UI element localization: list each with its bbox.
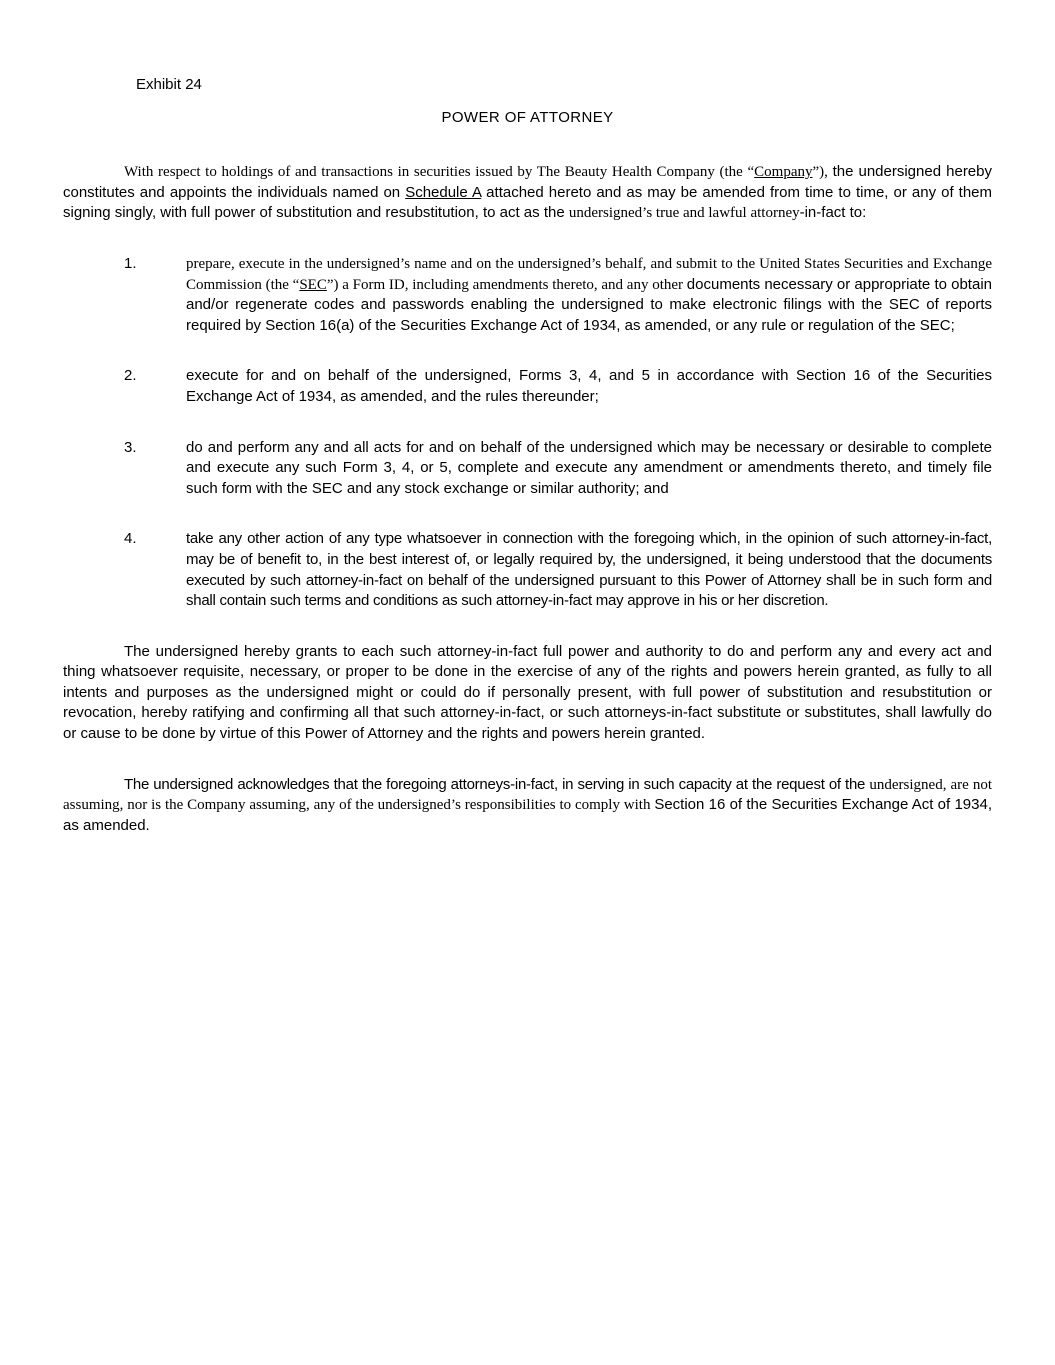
text-segment: The undersigned hereby grants to each such attorney-in-fact full power and authority to do and perform any and every act and thing whatsoever requisite, necessary, or proper to be done in the exercise of any of the rights and powers herein granted, as fully to all intents and purposes as the undersigned might or could do if personally present, with full power of substitution and resubstitution or revocation, hereby ratifying and confirming all that such attorney-in-fact, or such attorneys-in-fact substitute or substitutes, shall lawfully do or cause to be done by virtue of this Power of Attorney and the rights and powers herein granted. <box>63 642 992 743</box>
list-item <box>124 438 992 500</box>
list-item <box>124 529 992 611</box>
document-body <box>63 162 992 836</box>
underlined-term: Schedule A <box>405 183 482 201</box>
list-item-text <box>186 254 992 336</box>
text-segment: prepare, execute in the undersigned’s name and on the undersigned’s behalf, and submit to the United States Securities and Exchange Commission (the “ <box>186 255 992 293</box>
text-segment: documents necessary or appropriate to obtain and/or regenerate codes and passwords enabling the undersigned to make electronic filings with the SEC of reports required by Section 16(a) of the Securities Exchange Act of 1934, as amended, or any rule or regulation of the SEC; <box>186 275 992 334</box>
text-segment: undersigned, are not assuming, nor is the Company assuming, any of the undersigned’s responsibilities to comply with <box>63 776 993 814</box>
list-item-text <box>186 366 992 407</box>
text-segment: execute for and on behalf of the undersigned, Forms 3, 4, and 5 in accordance with Section 16 of the Securities Exchange Act of 1934, as amended, and the rules thereunder; <box>186 367 992 405</box>
text-segment: -in-fact to: <box>799 204 867 222</box>
paragraph <box>63 162 992 224</box>
text-segment: Section 16 of the Securities Exchange Act of 1934, as amended. <box>63 796 992 834</box>
exhibit-label: Exhibit 24 <box>136 76 202 93</box>
text-segment: undersigned’s true and lawful attorney <box>568 205 800 222</box>
paragraph <box>63 642 992 745</box>
text-segment: attached hereto and as may be amended from time to time, or any of them signing singly, with full power of substitution and resubstitution, to act as the <box>63 183 993 222</box>
text-segment: the undersigned hereby constitutes and appoints the individuals named on <box>63 163 992 201</box>
document-title: POWER OF ATTORNEY <box>441 108 614 126</box>
text-segment: ”), <box>812 164 833 181</box>
underlined-term: SEC <box>299 276 327 293</box>
list-item-number: 1. <box>124 254 137 272</box>
list-item-number: 2. <box>124 367 137 385</box>
list-item <box>124 254 992 336</box>
text-segment: do and perform any and all acts for and on behalf of the undersigned which may be necessary or desirable to complete and execute any such Form 3, 4, or 5, complete and execute any amendment or amendments thereto, and timely file such form with the SEC and any stock exchange or similar authority; and <box>186 438 992 497</box>
list-item-text <box>186 529 992 611</box>
list-item <box>124 366 992 407</box>
list-item-text <box>186 438 992 500</box>
text-segment: take any other action of any type whatsoever in connection with the foregoing which, in the opinion of such attorney-in-fact, may be of benefit to, in the best interest of, or legally required by, the undersigned, it being understood that the documents executed by such attorney-in-fact on behalf of the undersigned pursuant to this Power of Attorney shall be in such form and shall contain such terms and conditions as such attorney-in-fact may approve in his or her discretion. <box>186 530 992 610</box>
text-segment: ”) a Form ID, including amendments thereto, and any other <box>326 276 687 293</box>
underlined-term: Company <box>754 164 813 181</box>
text-segment: The undersigned acknowledges that the foregoing attorneys-in-fact, in serving in such capacity at the request of the <box>124 775 870 793</box>
text-segment: With respect to holdings of and transactions in securities issued by The Beauty Health Company (the “ <box>124 164 755 181</box>
list-item-number: 4. <box>124 530 137 548</box>
list-item-number: 3. <box>124 438 137 456</box>
paragraph <box>63 775 992 837</box>
